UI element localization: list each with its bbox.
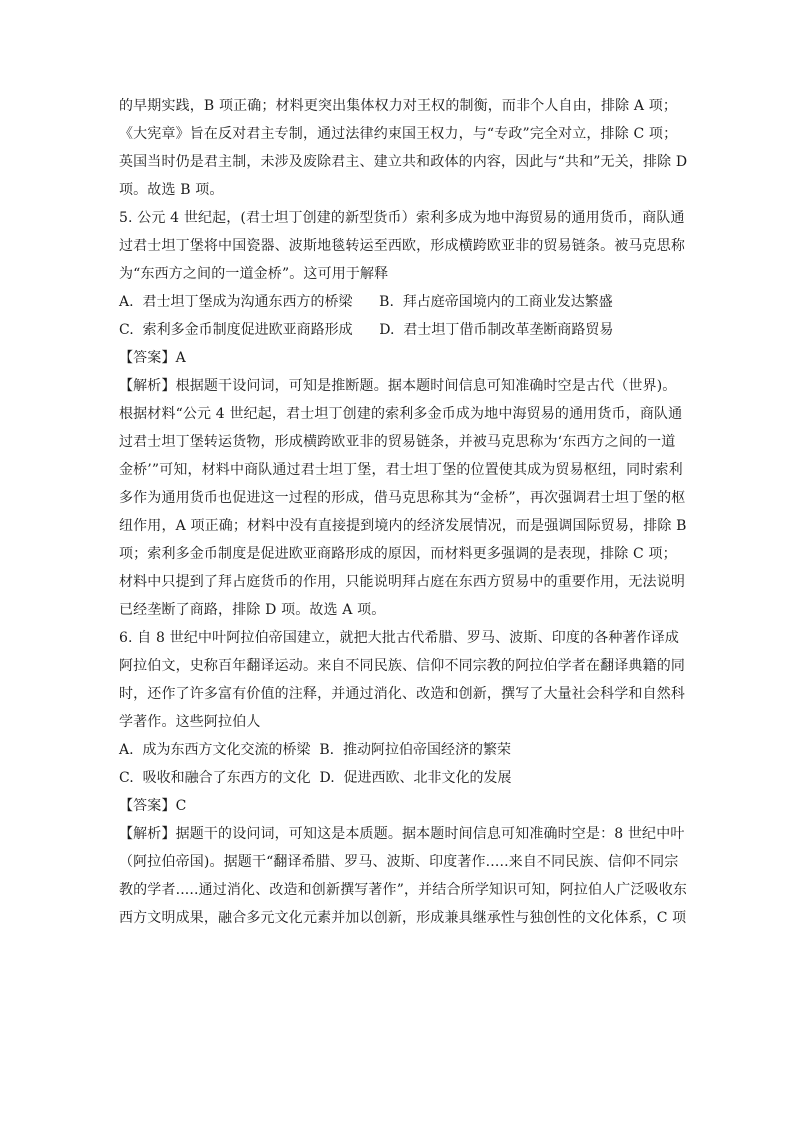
text-line: 项。故选 B 项。 xyxy=(119,182,224,198)
text-line: 英国当时仍是君主制，未涉及废除君主、建立共和政体的内容，因此与“共和”无关，排除 D xyxy=(119,154,688,170)
text-line: 时，还作了许多富有价值的注释，并通过消化、改造和创新，撰写了大量社会科学和自然科 xyxy=(119,686,685,702)
question-6-stem: 6. 自 8 世纪中叶阿拉伯帝国建立，就把大批古代希腊、罗马、波斯、印度的各种著作译成 xyxy=(119,630,680,646)
text-line: 材料中只提到了拜占庭货币的作用，只能说明拜占庭在东西方贸易中的重要作用，无法说明 xyxy=(119,574,685,590)
question-6-options-cd: C. 吸收和融合了东西方的文化 D. 促进西欧、北非文化的发展 xyxy=(119,770,512,786)
text-line: 西方文明成果，融合多元文化元素并加以创新，形成兼具继承性与独创性的文化体系，C 项 xyxy=(119,910,687,926)
text-line: 的早期实践，B 项正确；材料更突出集体权力对王权的制衡，而非个人自由，排除 A 项； xyxy=(119,98,678,114)
text-line: 已经垄断了商路，排除 D 项。故选 A 项。 xyxy=(119,602,386,618)
text-line: 过君士坦丁堡转运货物，形成横跨欧亚非的贸易链条，并被马克思称为‘东西方之间的一道 xyxy=(119,434,676,450)
text-line: （阿拉伯帝国)。据题干“翻译希腊、罗马、波斯、印度著作.....来自不同民族、信仰不同宗 xyxy=(119,854,679,870)
question-6-options-ab: A. 成为东西方文化交流的桥梁 B. 推动阿拉伯帝国经济的繁荣 xyxy=(119,742,511,758)
text-line: 为“东西方之间的一道金桥”。这可用于解释 xyxy=(119,266,389,282)
question-5-options-cd: C. 索利多金币制度促进欧亚商路形成 D. 君士坦丁借币制改革垄断商路贸易 xyxy=(119,322,614,338)
text-line: 纽作用，A 项正确；材料中没有直接提到境内的经济发展情况，而是强调国际贸易，排除 B xyxy=(119,518,687,534)
text-line: 过君士坦丁堡将中国瓷器、波斯地毯转运至西欧，形成横跨欧亚非的贸易链条。被马克思称 xyxy=(119,238,685,254)
text-line: 学著作。这些阿拉伯人 xyxy=(119,714,261,730)
text-line: 教的学者.....通过消化、改造和创新撰写著作”，并结合所学知识可知，阿拉伯人广泛吸收东 xyxy=(119,882,688,898)
text-line: 阿拉伯文，史称百年翻译运动。来自不同民族、信仰不同宗教的阿拉伯学者在翻译典籍的同 xyxy=(119,658,685,674)
text-line: 金桥’”可知，材料中商队通过君士坦丁堡，君士坦丁堡的位置使其成为贸易枢纽，同时索利 xyxy=(119,462,683,478)
text-line: 根据材料“公元 4 世纪起，君士坦丁创建的索利多金币成为地中海贸易的通用货币，商队通 xyxy=(119,406,683,422)
text-line: 多作为通用货币也促进这一过程的形成，借马克思称其为“金桥”，再次强调君士坦丁堡的枢 xyxy=(119,490,686,506)
question-5-stem: 5. 公元 4 世纪起，(君士坦丁创建的新型货币）索利多成为地中海贸易的通用货币，商队通 xyxy=(119,210,685,226)
answer-label: 【答案】C xyxy=(119,798,187,814)
analysis-text: 【解析】据题干的设问词，可知这是本质题。据本题时间信息可知准确时空是：8 世纪中叶 xyxy=(119,826,685,842)
question-5-options-ab: A. 君士坦丁堡成为沟通东西方的桥梁 B. 拜占庭帝国境内的工商业发达繁盛 xyxy=(119,294,613,310)
analysis-text: 【解析】根据题干设问词，可知是推断题。据本题时间信息可知准确时空是古代（世界)。 xyxy=(119,378,677,394)
text-line: 《大宪章》旨在反对君主专制，通过法律约束国王权力，与“专政”完全对立，排除 C 项； xyxy=(119,126,678,142)
answer-label: 【答案】A xyxy=(119,350,186,366)
document-page xyxy=(119,96,688,936)
text-line: 项；索利多金币制度是促进欧亚商路形成的原因，而材料更多强调的是表现，排除 C 项； xyxy=(119,546,677,562)
